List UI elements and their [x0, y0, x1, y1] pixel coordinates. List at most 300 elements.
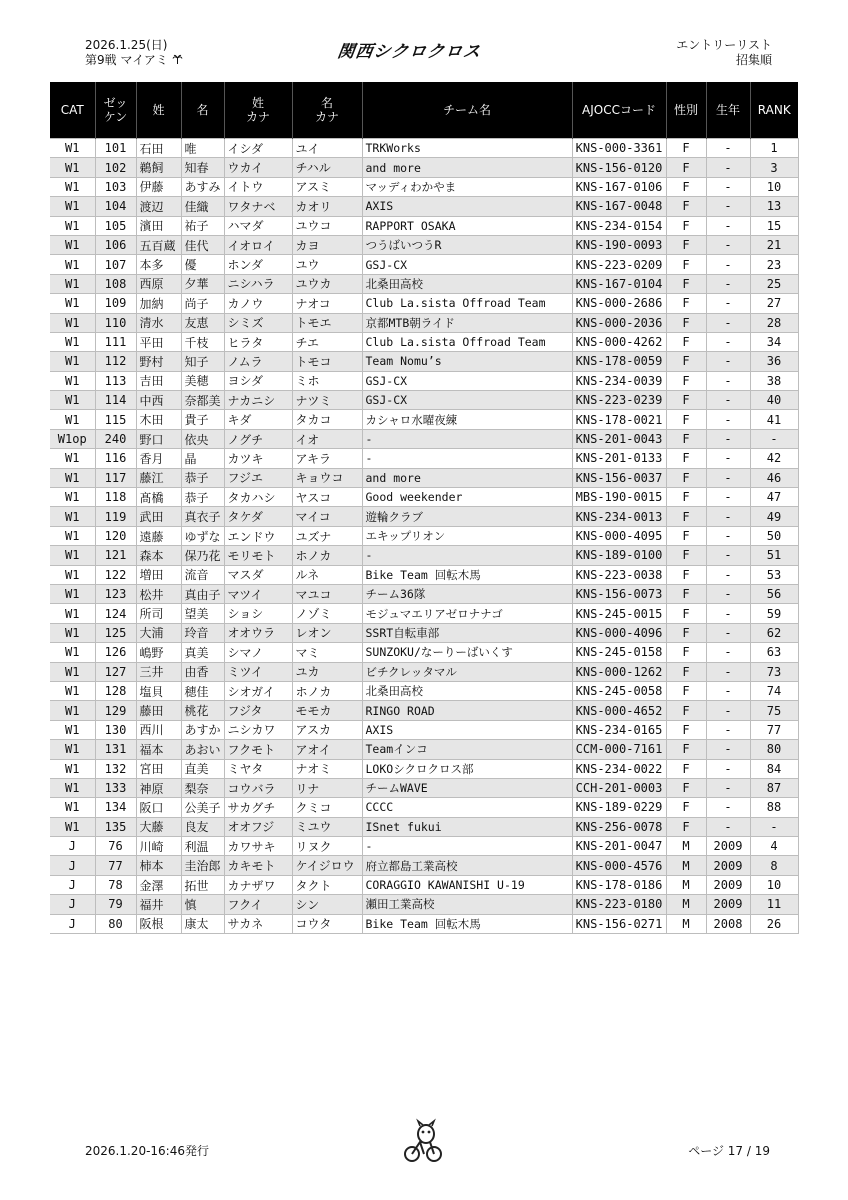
mascot-cyclist-icon — [400, 1118, 446, 1164]
bib-cell: 129 — [95, 701, 136, 720]
given-kana-cell: モモカ — [292, 701, 362, 720]
ajocc-code-cell: KNS-223-0180 — [572, 895, 666, 914]
surname-cell: 伊藤 — [136, 177, 181, 196]
given-kana-cell: ユカ — [292, 662, 362, 681]
team-cell: ビチクレッタマル — [362, 662, 572, 681]
given-name-cell: 玲音 — [181, 623, 224, 642]
surname-cell: 藤田 — [136, 701, 181, 720]
category-cell: W1 — [50, 352, 95, 371]
given-name-cell: 穂佳 — [181, 681, 224, 700]
ajocc-code-cell: KNS-000-4652 — [572, 701, 666, 720]
surname-cell: 鵜飼 — [136, 158, 181, 177]
col-sex-header: 性別 — [666, 82, 706, 139]
table-row — [50, 875, 798, 894]
table-row — [50, 895, 798, 914]
birth-year-cell: - — [706, 294, 750, 313]
surname-kana-cell: ナカニシ — [224, 391, 292, 410]
surname-cell: 清水 — [136, 313, 181, 332]
table-row — [50, 468, 798, 487]
event-date: 2026.1.25(日) — [85, 38, 168, 52]
table-row — [50, 429, 798, 448]
ajocc-code-cell: KNS-000-2036 — [572, 313, 666, 332]
given-kana-cell: アキラ — [292, 449, 362, 468]
category-cell: W1 — [50, 759, 95, 778]
rank-cell: 27 — [750, 294, 798, 313]
given-kana-cell: カオリ — [292, 197, 362, 216]
sort-order: 招集順 — [735, 53, 772, 67]
surname-cell: 塩貝 — [136, 681, 181, 700]
surname-kana-cell: ワタナベ — [224, 197, 292, 216]
sex-cell: F — [666, 449, 706, 468]
surname-kana-cell: シミズ — [224, 313, 292, 332]
ajocc-code-cell: KNS-234-0013 — [572, 507, 666, 526]
surname-cell: 藤江 — [136, 468, 181, 487]
ajocc-code-cell: KNS-000-4262 — [572, 332, 666, 351]
surname-kana-cell: マスダ — [224, 565, 292, 584]
given-kana-cell: アスカ — [292, 720, 362, 739]
sex-cell: F — [666, 643, 706, 662]
table-row — [50, 139, 798, 158]
bib-cell: 126 — [95, 643, 136, 662]
rank-cell: 53 — [750, 565, 798, 584]
given-name-cell: 真美 — [181, 643, 224, 662]
birth-year-cell: - — [706, 255, 750, 274]
sex-cell: F — [666, 623, 706, 642]
category-cell: W1 — [50, 681, 95, 700]
surname-cell: 吉田 — [136, 371, 181, 390]
table-row — [50, 391, 798, 410]
team-cell: チームWAVE — [362, 778, 572, 797]
table-row — [50, 158, 798, 177]
category-cell: W1 — [50, 371, 95, 390]
birth-year-cell: - — [706, 313, 750, 332]
rank-cell: 15 — [750, 216, 798, 235]
given-kana-cell: ミホ — [292, 371, 362, 390]
ajocc-code-cell: KNS-234-0154 — [572, 216, 666, 235]
rank-cell: 8 — [750, 856, 798, 875]
rank-cell: 50 — [750, 526, 798, 545]
table-row — [50, 662, 798, 681]
ajocc-code-cell: KNS-234-0165 — [572, 720, 666, 739]
birth-year-cell: - — [706, 681, 750, 700]
ajocc-code-cell: KNS-156-0271 — [572, 914, 666, 933]
team-cell: Bike Team 回転木馬 — [362, 914, 572, 933]
ajocc-code-cell: KNS-223-0209 — [572, 255, 666, 274]
ajocc-code-cell: KNS-245-0058 — [572, 681, 666, 700]
ajocc-code-cell: KNS-201-0043 — [572, 429, 666, 448]
birth-year-cell: - — [706, 352, 750, 371]
category-cell: W1 — [50, 488, 95, 507]
birth-year-cell: - — [706, 778, 750, 797]
ajocc-code-cell: KNS-178-0186 — [572, 875, 666, 894]
rank-cell: 11 — [750, 895, 798, 914]
team-cell: 府立都島工業高校 — [362, 856, 572, 875]
bib-cell: 79 — [95, 895, 136, 914]
given-name-cell: 直美 — [181, 759, 224, 778]
rank-cell: 77 — [750, 720, 798, 739]
ajocc-code-cell: KNS-234-0022 — [572, 759, 666, 778]
surname-kana-cell: ニシハラ — [224, 274, 292, 293]
given-kana-cell: ユウ — [292, 255, 362, 274]
bib-cell: 118 — [95, 488, 136, 507]
given-kana-cell: ノゾミ — [292, 604, 362, 623]
ajocc-code-cell: KNS-201-0133 — [572, 449, 666, 468]
birth-year-cell: - — [706, 740, 750, 759]
header-left — [85, 38, 183, 68]
surname-kana-cell: ミヤタ — [224, 759, 292, 778]
sex-cell: M — [666, 895, 706, 914]
ajocc-code-cell: KNS-256-0078 — [572, 817, 666, 836]
table-row — [50, 759, 798, 778]
birth-year-cell: - — [706, 332, 750, 351]
bib-cell: 109 — [95, 294, 136, 313]
category-cell: W1 — [50, 158, 95, 177]
ajocc-code-cell: KNS-201-0047 — [572, 837, 666, 856]
sex-cell: F — [666, 507, 706, 526]
given-name-cell: 恭子 — [181, 488, 224, 507]
sex-cell: F — [666, 391, 706, 410]
rank-cell: 21 — [750, 235, 798, 254]
rank-cell: 34 — [750, 332, 798, 351]
birth-year-cell: - — [706, 139, 750, 158]
col-team-header: チーム名 — [362, 82, 572, 139]
team-cell: 遊輪クラブ — [362, 507, 572, 526]
surname-cell: 中西 — [136, 391, 181, 410]
bib-cell: 135 — [95, 817, 136, 836]
given-kana-cell: カヨ — [292, 235, 362, 254]
surname-cell: 本多 — [136, 255, 181, 274]
bib-cell: 104 — [95, 197, 136, 216]
surname-kana-cell: コウバラ — [224, 778, 292, 797]
given-kana-cell: マミ — [292, 643, 362, 662]
birth-year-cell: - — [706, 507, 750, 526]
given-kana-cell: マユコ — [292, 584, 362, 603]
team-cell: CORAGGIO KAWANISHI U-19 — [362, 875, 572, 894]
given-kana-cell: イオ — [292, 429, 362, 448]
ajocc-code-cell: KNS-223-0239 — [572, 391, 666, 410]
category-cell: W1 — [50, 662, 95, 681]
table-row — [50, 604, 798, 623]
col-rank-header: RANK — [750, 82, 798, 139]
bib-cell: 120 — [95, 526, 136, 545]
surname-cell: 野口 — [136, 429, 181, 448]
bib-cell: 108 — [95, 274, 136, 293]
surname-kana-cell: サカグチ — [224, 798, 292, 817]
bib-cell: 78 — [95, 875, 136, 894]
table-row — [50, 216, 798, 235]
sex-cell: F — [666, 410, 706, 429]
given-kana-cell: ホノカ — [292, 681, 362, 700]
birth-year-cell: 2009 — [706, 856, 750, 875]
surname-cell: 松井 — [136, 584, 181, 603]
birth-year-cell: - — [706, 798, 750, 817]
rank-cell: 26 — [750, 914, 798, 933]
given-name-cell: 知子 — [181, 352, 224, 371]
category-cell: W1 — [50, 740, 95, 759]
surname-kana-cell: ミツイ — [224, 662, 292, 681]
given-name-cell: 康太 — [181, 914, 224, 933]
category-cell: W1 — [50, 778, 95, 797]
surname-kana-cell: ヨシダ — [224, 371, 292, 390]
birth-year-cell: - — [706, 526, 750, 545]
category-cell: W1 — [50, 584, 95, 603]
team-cell: AXIS — [362, 720, 572, 739]
given-kana-cell: ケイジロウ — [292, 856, 362, 875]
bib-cell: 112 — [95, 352, 136, 371]
surname-cell: 三井 — [136, 662, 181, 681]
sex-cell: F — [666, 565, 706, 584]
rank-cell: 38 — [750, 371, 798, 390]
category-cell: W1 — [50, 255, 95, 274]
team-cell: CCCC — [362, 798, 572, 817]
surname-kana-cell: フジタ — [224, 701, 292, 720]
surname-cell: 嶋野 — [136, 643, 181, 662]
table-row — [50, 643, 798, 662]
rank-cell: 40 — [750, 391, 798, 410]
sex-cell: F — [666, 274, 706, 293]
ajocc-code-cell: CCH-201-0003 — [572, 778, 666, 797]
table-row — [50, 701, 798, 720]
ajocc-code-cell: KNS-000-1262 — [572, 662, 666, 681]
given-name-cell: 流音 — [181, 565, 224, 584]
given-kana-cell: アスミ — [292, 177, 362, 196]
category-cell: W1 — [50, 332, 95, 351]
sex-cell: F — [666, 817, 706, 836]
rank-cell: 51 — [750, 546, 798, 565]
birth-year-cell: - — [706, 720, 750, 739]
col-bib-header: ゼッ ケン — [95, 82, 136, 139]
given-kana-cell: ミユウ — [292, 817, 362, 836]
bib-cell: 103 — [95, 177, 136, 196]
ajocc-code-cell: KNS-178-0021 — [572, 410, 666, 429]
table-row — [50, 914, 798, 933]
ajocc-code-cell: KNS-000-4576 — [572, 856, 666, 875]
category-cell: W1 — [50, 565, 95, 584]
birth-year-cell: - — [706, 235, 750, 254]
table-row — [50, 235, 798, 254]
surname-cell: 髙橋 — [136, 488, 181, 507]
given-name-cell: 祐子 — [181, 216, 224, 235]
table-row — [50, 584, 798, 603]
sex-cell: F — [666, 798, 706, 817]
surname-kana-cell: フクイ — [224, 895, 292, 914]
rank-cell: 4 — [750, 837, 798, 856]
given-name-cell: 利温 — [181, 837, 224, 856]
surname-cell: 柿本 — [136, 856, 181, 875]
team-cell: SSRT自転車部 — [362, 623, 572, 642]
surname-cell: 遠藤 — [136, 526, 181, 545]
surname-cell: 香月 — [136, 449, 181, 468]
table-row — [50, 352, 798, 371]
bib-cell: 134 — [95, 798, 136, 817]
birth-year-cell: - — [706, 643, 750, 662]
table-row — [50, 681, 798, 700]
sex-cell: F — [666, 294, 706, 313]
surname-cell: 大浦 — [136, 623, 181, 642]
team-cell: and more — [362, 158, 572, 177]
category-cell: W1 — [50, 507, 95, 526]
sex-cell: F — [666, 177, 706, 196]
category-cell: W1 — [50, 546, 95, 565]
birth-year-cell: - — [706, 584, 750, 603]
sex-cell: F — [666, 488, 706, 507]
rank-cell: 41 — [750, 410, 798, 429]
surname-cell: 森本 — [136, 546, 181, 565]
birth-year-cell: 2009 — [706, 875, 750, 894]
team-cell: Teamインコ — [362, 740, 572, 759]
palm-tree-icon — [172, 54, 183, 65]
surname-kana-cell: カキモト — [224, 856, 292, 875]
ajocc-code-cell: KNS-223-0038 — [572, 565, 666, 584]
table-row — [50, 778, 798, 797]
category-cell: W1 — [50, 623, 95, 642]
rank-cell: 80 — [750, 740, 798, 759]
given-kana-cell: タクト — [292, 875, 362, 894]
team-cell: TRKWorks — [362, 139, 572, 158]
sex-cell: F — [666, 720, 706, 739]
team-cell: Team Nomu’s — [362, 352, 572, 371]
ajocc-code-cell: MBS-190-0015 — [572, 488, 666, 507]
team-cell: - — [362, 449, 572, 468]
given-name-cell: 圭治郎 — [181, 856, 224, 875]
rank-cell: 59 — [750, 604, 798, 623]
ajocc-code-cell: KNS-000-3361 — [572, 139, 666, 158]
ajocc-code-cell: KNS-000-2686 — [572, 294, 666, 313]
category-cell: J — [50, 837, 95, 856]
surname-cell: 濱田 — [136, 216, 181, 235]
rank-cell: 49 — [750, 507, 798, 526]
surname-cell: 武田 — [136, 507, 181, 526]
birth-year-cell: 2009 — [706, 895, 750, 914]
birth-year-cell: - — [706, 449, 750, 468]
series-logo: 関西シクロクロス — [336, 42, 483, 62]
bib-cell: 122 — [95, 565, 136, 584]
birth-year-cell: - — [706, 604, 750, 623]
given-kana-cell: ユウカ — [292, 274, 362, 293]
given-kana-cell: ユズナ — [292, 526, 362, 545]
table-header — [50, 82, 798, 139]
bib-cell: 107 — [95, 255, 136, 274]
surname-cell: 川崎 — [136, 837, 181, 856]
bib-cell: 111 — [95, 332, 136, 351]
bib-cell: 121 — [95, 546, 136, 565]
category-cell: W1op — [50, 429, 95, 448]
col-surname-header: 姓 — [136, 82, 181, 139]
given-name-cell: 美穂 — [181, 371, 224, 390]
surname-cell: 渡辺 — [136, 197, 181, 216]
category-cell: W1 — [50, 313, 95, 332]
birth-year-cell: - — [706, 468, 750, 487]
birth-year-cell: - — [706, 429, 750, 448]
team-cell: GSJ-CX — [362, 371, 572, 390]
surname-kana-cell: モリモト — [224, 546, 292, 565]
category-cell: W1 — [50, 720, 95, 739]
given-name-cell: 知春 — [181, 158, 224, 177]
category-cell: W1 — [50, 798, 95, 817]
category-cell: W1 — [50, 274, 95, 293]
surname-cell: 阪口 — [136, 798, 181, 817]
bib-cell: 131 — [95, 740, 136, 759]
surname-kana-cell: ノグチ — [224, 429, 292, 448]
rank-cell: 36 — [750, 352, 798, 371]
surname-kana-cell: シオガイ — [224, 681, 292, 700]
surname-kana-cell: カワサキ — [224, 837, 292, 856]
team-cell: GSJ-CX — [362, 391, 572, 410]
bib-cell: 133 — [95, 778, 136, 797]
sex-cell: F — [666, 197, 706, 216]
surname-kana-cell: オオフジ — [224, 817, 292, 836]
table-row — [50, 294, 798, 313]
table-row — [50, 449, 798, 468]
ajocc-code-cell: CCM-000-7161 — [572, 740, 666, 759]
rank-cell: 23 — [750, 255, 798, 274]
rank-cell: - — [750, 429, 798, 448]
bib-cell: 101 — [95, 139, 136, 158]
birth-year-cell: - — [706, 274, 750, 293]
table-body — [50, 139, 798, 934]
ajocc-code-cell: KNS-178-0059 — [572, 352, 666, 371]
given-name-cell: 晶 — [181, 449, 224, 468]
surname-kana-cell: タカハシ — [224, 488, 292, 507]
category-cell: W1 — [50, 294, 95, 313]
sex-cell: F — [666, 371, 706, 390]
given-kana-cell: トモコ — [292, 352, 362, 371]
ajocc-code-cell: KNS-167-0106 — [572, 177, 666, 196]
sex-cell: F — [666, 604, 706, 623]
birth-year-cell: - — [706, 488, 750, 507]
given-kana-cell: キョウコ — [292, 468, 362, 487]
sex-cell: F — [666, 158, 706, 177]
category-cell: W1 — [50, 235, 95, 254]
given-kana-cell: リヌク — [292, 837, 362, 856]
birth-year-cell: - — [706, 371, 750, 390]
sex-cell: F — [666, 216, 706, 235]
ajocc-code-cell: KNS-245-0015 — [572, 604, 666, 623]
bib-cell: 124 — [95, 604, 136, 623]
table-row — [50, 410, 798, 429]
category-cell: W1 — [50, 643, 95, 662]
surname-kana-cell: イシダ — [224, 139, 292, 158]
sex-cell: F — [666, 139, 706, 158]
surname-kana-cell: ヒラタ — [224, 332, 292, 351]
surname-kana-cell: サカネ — [224, 914, 292, 933]
given-kana-cell: ヤスコ — [292, 488, 362, 507]
team-cell: エキップリオン — [362, 526, 572, 545]
rank-cell: 63 — [750, 643, 798, 662]
birth-year-cell: - — [706, 216, 750, 235]
category-cell: W1 — [50, 604, 95, 623]
surname-cell: 加納 — [136, 294, 181, 313]
birth-year-cell: - — [706, 391, 750, 410]
event-round: 第9戦 マイアミ — [85, 53, 168, 67]
birth-year-cell: - — [706, 177, 750, 196]
given-name-cell: 夕華 — [181, 274, 224, 293]
category-cell: J — [50, 875, 95, 894]
surname-kana-cell: マツイ — [224, 584, 292, 603]
table-row — [50, 623, 798, 642]
surname-cell: 西川 — [136, 720, 181, 739]
event-name — [85, 53, 183, 68]
ajocc-code-cell: KNS-245-0158 — [572, 643, 666, 662]
category-cell: W1 — [50, 449, 95, 468]
team-cell: - — [362, 837, 572, 856]
given-name-cell: 優 — [181, 255, 224, 274]
surname-kana-cell: キダ — [224, 410, 292, 429]
bib-cell: 117 — [95, 468, 136, 487]
category-cell: W1 — [50, 177, 95, 196]
given-name-cell: 尚子 — [181, 294, 224, 313]
team-cell: RAPPORT OSAKA — [362, 216, 572, 235]
